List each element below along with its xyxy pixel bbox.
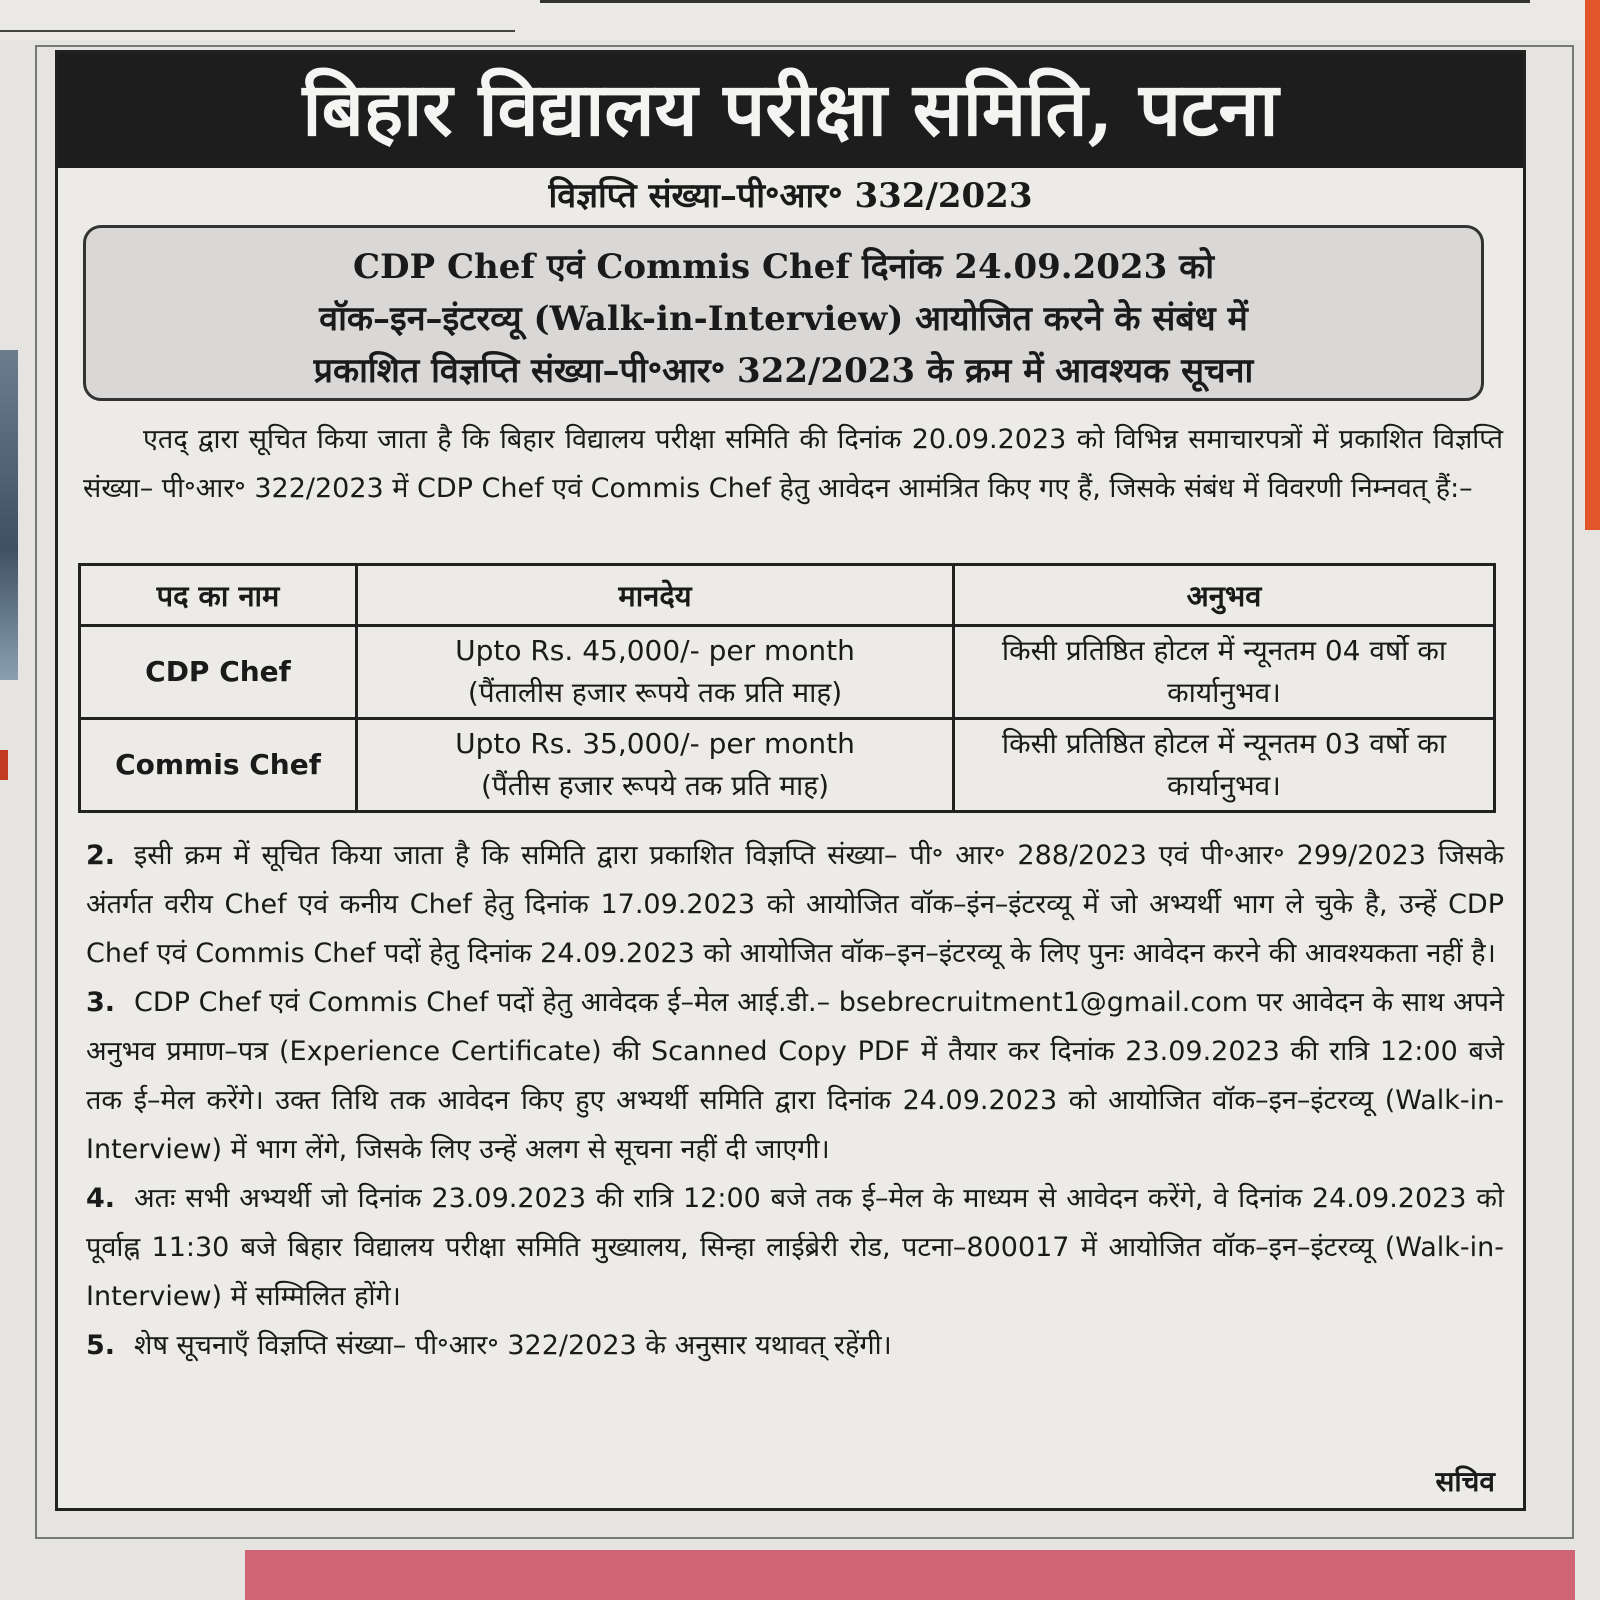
pay-english: Upto Rs. 35,000/- per month [455,727,855,760]
adjacent-ad-band [245,1550,1575,1600]
post-name: CDP Chef [80,626,357,719]
table-row [80,626,1495,719]
intro-paragraph: एतद् द्वारा सूचित किया जाता है कि बिहार विद्यालय परीक्षा समिति की दिनांक 20.09.2023 को विभिन्न समाचारपत्रों में प्रकाशित विज्ञप्ति संख्या– पी॰आर॰ 322/2023 में CDP Chef एवं Commis Chef हेतु आवेदन आमंत्रित किए गए हैं, जिसके संबंध में विवरणी निम्नवत् हैं:– [83,424,1503,504]
pay-hindi: (पैंतालीस हजार रूपये तक प्रति माह) [467,676,843,709]
adjacent-photo-strip [0,350,18,680]
col-header-pay: मानदेय [357,565,954,626]
post-name: Commis Chef [80,719,357,812]
point-text: इसी क्रम में सूचित किया जाता है कि समिति द्वारा प्रकाशित विज्ञप्ति संख्या– पी॰ आर॰ 288/2023 एवं पी॰आर॰ 299/2023 जिसके अंतर्गत वरीय Chef एवं कनीय Chef हेतु दिनांक 17.09.2023 को आयोजित वॉक–इंन–इंटरव्यू में जो अभ्यर्थी भाग ले चुके है, उन्हें CDP Chef एवं Commis Chef पदों हेतु दिनांक 24.09.2023 को आयोजित वॉक–इन–इंटरव्यू के लिए पुनः आवेदन करने की आवश्यकता नहीं है। [86,840,1504,969]
subject-line-3: प्रकाशित विज्ञप्ति संख्या–पी॰आर॰ 322/2023 के क्रम में आवश्यक सूचना [313,351,1254,391]
organization-masthead: बिहार विद्यालय परीक्षा समिति, पटना [58,53,1523,168]
table-row [80,719,1495,812]
posts-table [78,563,1496,813]
pay-hindi: (पैंतीस हजार रूपये तक प्रति माह) [480,769,830,802]
point-number: 4. [86,1183,116,1214]
pay-cell [357,719,954,812]
adjacent-print-mark [0,750,8,780]
newspaper-top-area [0,0,1600,40]
experience-cell: किसी प्रतिष्ठित होटल में न्यूनतम 03 वर्षो का कार्यानुभव। [954,719,1495,812]
pay-english: Upto Rs. 45,000/- per month [455,634,855,667]
notice-number: विज्ञप्ति संख्या–पी॰आर॰ 332/2023 [548,176,1033,216]
point-text: अतः सभी अभ्यर्थी जो दिनांक 23.09.2023 की रात्रि 12:00 बजे तक ई–मेल के माध्यम से आवेदन करेंगे, वे दिनांक 24.09.2023 को पूर्वाह्न 11:30 बजे बिहार विद्यालय परीक्षा समिति मुख्यालय, सिन्हा लाईब्रेरी रोड, पटना–800017 में आयोजित वॉक–इन–इंटरव्यू (Walk-in-Interview) में सम्मिलित होंगे। [86,1183,1504,1312]
point-number: 3. [86,987,116,1018]
point-number: 5. [86,1330,116,1361]
point-number: 2. [86,840,116,871]
col-header-post: पद का नाम [80,565,357,626]
column-rule [0,30,515,32]
adjacent-color-stripe [1585,0,1600,530]
points-list [86,831,1504,1370]
point-3 [86,978,1504,1174]
table-header-row [80,565,1495,626]
subject-line-2: वॉक–इन–इंटरव्यू (Walk-in-Interview) आयोजित करने के संबंध में [319,299,1248,339]
point-2 [86,831,1504,978]
subject-line-1: CDP Chef एवं Commis Chef दिनांक 24.09.2023 को [353,247,1214,287]
subject-box [83,225,1484,401]
column-rule [540,0,1530,3]
notice-box [55,50,1526,1511]
experience-cell: किसी प्रतिष्ठित होटल में न्यूनतम 04 वर्षो का कार्यानुभव। [954,626,1495,719]
point-4 [86,1174,1504,1321]
point-text: शेष सूचनाएँ विज्ञप्ति संख्या– पी॰आर॰ 322/2023 के अनुसार यथावत् रहेंगी। [134,1330,892,1361]
pay-cell [357,626,954,719]
col-header-experience: अनुभव [954,565,1495,626]
signatory-designation: सचिव [1435,1465,1495,1498]
point-5 [86,1321,1504,1370]
point-text: CDP Chef एवं Commis Chef पदों हेतु आवेदक ई–मेल आई.डी.– bsebrecruitment1@gmail.com पर आवेदन के साथ अपने अनुभव प्रमाण–पत्र (Experience Certificate) की Scanned Copy PDF में तैयार कर दिनांक 23.09.2023 की रात्रि 12:00 बजे तक ई–मेल करेंगे। उक्त तिथि तक आवेदन किए हुए अभ्यर्थी समिति द्वारा दिनांक 24.09.2023 को आयोजित वॉक–इन–इंटरव्यू (Walk-in-Interview) में भाग लेंगे, जिसके लिए उन्हें अलग से सूचना नहीं दी जाएगी। [86,987,1504,1165]
